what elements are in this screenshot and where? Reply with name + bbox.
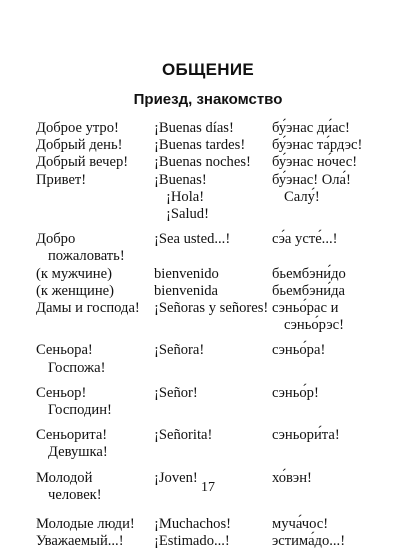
transcription-cell [272, 533, 396, 550]
transcription-cell [272, 231, 396, 265]
russian-phrase-cell [36, 266, 154, 283]
section-subtitle: Приезд, знакомство [133, 91, 283, 108]
spanish-phrase-cell [154, 342, 272, 376]
transcription: бьембэни́до [272, 265, 346, 282]
transcription-cell [272, 385, 396, 419]
transcription: муча́чос! [272, 516, 329, 533]
russian-phrase: Госпожа! [48, 359, 106, 376]
spanish-phrase-cell [154, 137, 272, 154]
transcription: сэ́а усте́...! [272, 231, 338, 248]
transcription: сэньо́р! [272, 384, 319, 401]
spanish-phrase-cell [154, 533, 272, 550]
russian-phrase-cell [36, 154, 154, 171]
spanish-phrase: ¡Salud! [166, 206, 209, 223]
row-spacer [36, 334, 396, 342]
spanish-phrase: ¡Muchachos! [154, 516, 231, 533]
transcription-cell [272, 516, 396, 533]
transcription: бу́энас но́чес! [272, 154, 358, 171]
spanish-phrase-cell [154, 266, 272, 283]
transcription-cell [272, 154, 396, 171]
spanish-phrase-cell [154, 154, 272, 171]
russian-phrase: Молодые люди! [36, 516, 135, 533]
spanish-phrase: ¡Buenas noches! [154, 154, 251, 171]
transcription-cell [272, 300, 396, 334]
russian-phrase: Доброе утро! [36, 120, 119, 136]
russian-phrase-cell [36, 516, 154, 533]
russian-phrase: Сеньора! [36, 342, 93, 359]
transcription: Салу́! [284, 188, 320, 205]
transcription: сэньо́рэс! [284, 317, 344, 334]
spanish-phrase: ¡Señora! [154, 342, 205, 359]
transcription-cell [272, 137, 396, 154]
row-spacer [36, 377, 396, 385]
russian-phrase-cell [36, 533, 154, 550]
phrase-row [36, 154, 396, 171]
russian-phrase: (к женщине) [36, 282, 114, 299]
spanish-phrase: ¡Señor! [154, 384, 198, 401]
russian-phrase-cell [36, 342, 154, 376]
spanish-phrase: bienvenida [154, 282, 219, 299]
spanish-phrase: ¡Hola! [166, 188, 205, 205]
page-number: 17 [201, 480, 215, 495]
transcription-cell [272, 120, 396, 137]
phrase-row [36, 120, 396, 137]
spanish-phrase: ¡Sea usted...! [154, 231, 231, 248]
russian-phrase-cell [36, 231, 154, 265]
phrase-row [36, 266, 396, 283]
spanish-phrase-cell [154, 516, 272, 533]
phrase-row [36, 533, 396, 550]
transcription: сэньо́рас и [272, 300, 339, 317]
russian-phrase: Добрый вечер! [36, 154, 129, 171]
phrase-row [36, 516, 396, 533]
russian-phrase: Сеньор! [36, 384, 87, 401]
phrase-row [36, 283, 396, 300]
phrase-row [36, 300, 396, 334]
russian-phrase: Девушка! [48, 444, 108, 461]
russian-phrase-cell [36, 120, 154, 137]
spanish-phrase: bienvenido [154, 265, 219, 282]
row-spacer [36, 462, 396, 470]
spanish-phrase: ¡Señorita! [154, 427, 213, 444]
transcription: сэньо́ра! [272, 342, 326, 359]
phrase-row [36, 385, 396, 419]
spanish-phrase-cell [154, 231, 272, 265]
spanish-phrase: ¡Señoras y señores! [154, 300, 269, 317]
transcription-cell [272, 283, 396, 300]
russian-phrase: Сеньорита! [36, 427, 108, 444]
russian-phrase-cell [36, 172, 154, 224]
russian-phrase-cell [36, 427, 154, 461]
row-spacer [36, 223, 396, 231]
russian-phrase: Добро [36, 231, 76, 248]
transcription: бьембэни́да [272, 282, 346, 299]
russian-phrase-cell [36, 137, 154, 154]
spanish-phrase: ¡Buenas tardes! [154, 137, 246, 154]
spanish-phrase: ¡Estimado...! [154, 533, 230, 550]
russian-phrase: Дамы и господа! [36, 300, 140, 317]
transcription: бу́энас ди́ас! [272, 120, 350, 136]
russian-phrase-cell [36, 283, 154, 300]
phrase-row [36, 342, 396, 376]
transcription: эстима́до...! [272, 533, 346, 550]
phrase-row [36, 231, 396, 265]
spanish-phrase-cell [154, 283, 272, 300]
spanish-phrase: ¡Buenas! [154, 171, 207, 188]
row-spacer [36, 504, 396, 516]
russian-phrase-cell [36, 300, 154, 334]
phrase-row [36, 172, 396, 224]
transcription-cell [272, 427, 396, 461]
transcription: хо́вэн! [272, 469, 312, 486]
transcription-cell [272, 266, 396, 283]
transcription-cell [272, 172, 396, 224]
transcription: бу́энас! Ола́! [272, 171, 351, 188]
spanish-phrase-cell [154, 427, 272, 461]
russian-phrase: Привет! [36, 171, 87, 188]
spanish-phrase: ¡Joven! [154, 469, 198, 486]
russian-phrase: (к мужчине) [36, 265, 112, 282]
spanish-phrase-cell [154, 385, 272, 419]
transcription-cell [272, 342, 396, 376]
russian-phrase-cell [36, 385, 154, 419]
spanish-phrase-cell [154, 300, 272, 334]
spanish-phrase-cell [154, 120, 272, 137]
russian-phrase: Господин! [48, 402, 112, 419]
russian-phrase: Добрый день! [36, 137, 123, 154]
phrase-row [36, 427, 396, 461]
spanish-phrase-cell [154, 172, 272, 224]
spanish-phrase: ¡Buenas días! [154, 120, 234, 136]
phrase-row [36, 137, 396, 154]
russian-phrase: Уважаемый...! [36, 533, 124, 550]
transcription: бу́энас та́рдэс! [272, 137, 363, 154]
russian-phrase: человек! [48, 486, 102, 503]
russian-phrase: пожаловать! [48, 248, 125, 265]
section-title: ОБЩЕНИЕ [161, 60, 255, 79]
row-spacer [36, 419, 396, 427]
transcription: сэньори́та! [272, 427, 340, 444]
russian-phrase: Молодой [36, 469, 93, 486]
